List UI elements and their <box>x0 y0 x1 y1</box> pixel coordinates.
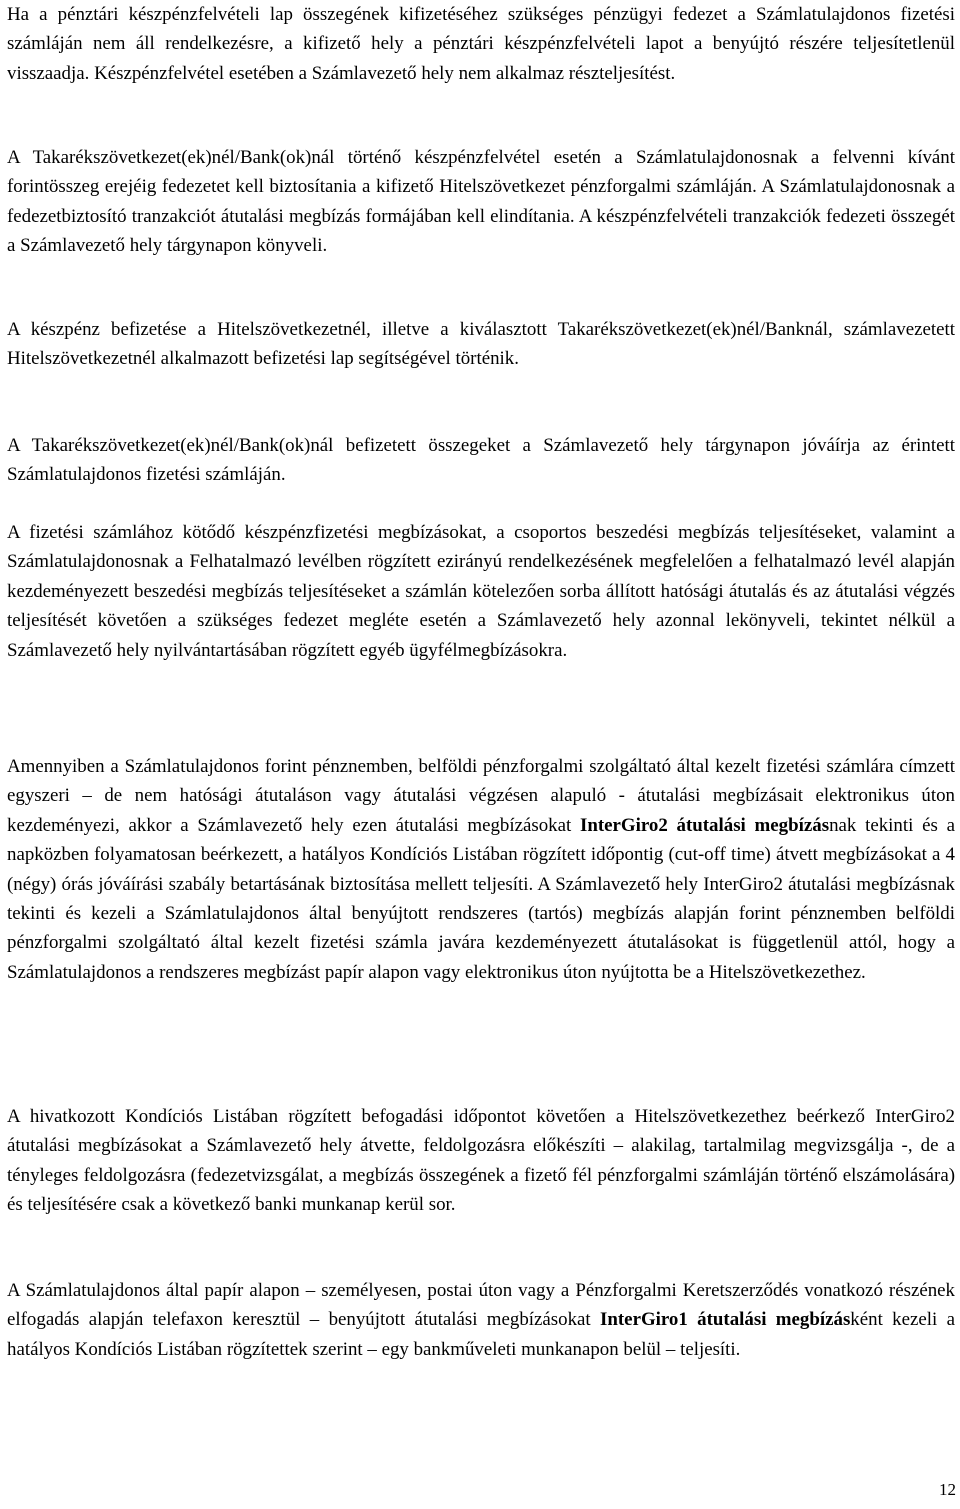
paragraph-text-segment: A Számlatulajdonos által papír alapon – személyesen, postai úton vagy a Pénzforgalmi Keretszerződés vonatkozó részének elfogadás alapján telefaxon keresztül – benyújtott átutalási megbízásokat <box>7 1280 955 1331</box>
bold-term-intergiro2: InterGiro2 átutalási megbízás <box>579 814 830 836</box>
paragraph-cash-withdrawal-no-funds: Ha a pénztári készpénzfelvételi lap összegének kifizetéséhez szükséges pénzügyi fedezet a Számlatulajdonos fizetési számláján nem áll rendelkezésre, a kifizető hely a pénztári készpénzfelvételi lapot a benyújtó részére teljesítetlenül visszaadja. Készpénzfelvétel esetében a Számlavezető hely nem alkalmaz részteljesítést. <box>7 4 955 84</box>
paragraph-deposit-crediting: A Takarékszövetkezet(ek)nél/Bank(ok)nál befizetett összegeket a Számlavezető hely tárgynapon jóváírja az érintett Számlatulajdonos fizetési számláján. <box>7 435 955 486</box>
paragraph-intergiro1-transfers <box>7 1276 955 1364</box>
paragraph-cash-payment-orders: A fizetési számlához kötődő készpénzfizetési megbízásokat, a csoportos beszedési megbízás teljesítéseket, valamint a Számlatulajdonosnak a Felhatalmazó levélben rögzített ezirányú rendelkezésének megfelelően a felhatalmazó levél alapján kezdeményezett beszedési megbízás teljesítéseket a számlán kötelezően sorba állított hatósági átutalás és az átutalási végzés teljesítését követően a szükséges fedezet megléte esetén a Számlavezető hely azonnal lekönyveli, tekintet nélkül a Számlavezető hely nyilvántartásában rögzített egyéb ügyfélmegbízásokra. <box>7 522 955 661</box>
paragraph-text-segment: nak tekinti és a napközben folyamatosan beérkezett, a hatályos Kondíciós Listában rögzített időpontig (cut-off time) átvett megbízásokat a 4 (négy) órás jóváírási szabály betartásának biztosítása mellett teljesíti. A Számlavezető hely InterGiro2 átutalási megbízásnak tekinti és kezeli a Számlatulajdonos által benyújtott rendszeres (tartós) megbízás alapján forint pénznemben belföldi pénzforgalmi szolgáltató által kezelt fizetési számla javára kezdeményezett átutalásokat is függetlenül attól, hogy a Számlatulajdonos a rendszeres megbízást papír alapon vagy elektronikus úton nyújtotta be a Hitelszövetkezethez. <box>7 814 955 983</box>
paragraph-text-segment: Amennyiben a Számlatulajdonos forint pénznemben, belföldi pénzforgalmi szolgáltató által kezelt fizetési számlára címzett egyszeri – de nem hatósági átutaláson vagy átutalási végzésen alapuló - átutalási megbízásait elektronikus úton kezdeményezi, akkor a Számlavezető hely ezen átutalási megbízásokat <box>7 756 955 836</box>
paragraph-text-segment: ként kezeli a hatályos Kondíciós Listában rögzítettek szerint – egy bankműveleti munkanapon belül – teljesíti. <box>7 1309 955 1360</box>
paragraph-cut-off-processing: A hivatkozott Kondíciós Listában rögzített befogadási időpontot követően a Hitelszövetkezethez beérkező InterGiro2 átutalási megbízásokat a Számlavezető hely átvette, feldolgozásra előkészíti – alakilag, tartalmilag megvizsgálja -, de a tényleges feldolgozásra (fedezetvizsgálat, a megbízás összegének a fizető fél pénzforgalmi számláján történő elszámolására) és teljesítésére csak a következő banki munkanap kerül sor. <box>7 1106 955 1216</box>
page-number: 12 <box>939 1480 956 1499</box>
paragraph-cash-deposit: A készpénz befizetése a Hitelszövetkezetnél, illetve a kiválasztott Takarékszövetkezet(ek)nél/Banknál, számlavezetett Hitelszövetkezetnél alkalmazott befizetési lap segítségével történik. <box>7 319 955 370</box>
paragraph-cooperative-withdrawal-coverage: A Takarékszövetkezet(ek)nél/Bank(ok)nál történő készpénzfelvétel esetén a Számlatulajdonosnak a felvenni kívánt forintösszeg erejéig fedezetet kell biztosítania a kifizető Hitelszövetkezet pénzforgalmi számláján. A Számlatulajdonosnak a fedezetbiztosító tranzakciót átutalási megbízás formájában kell elindítania. A készpénzfelvételi tranzakciók fedezeti összegét a Számlavezető hely tárgynapon könyveli. <box>7 147 955 257</box>
paragraph-intergiro2-transfers <box>7 752 955 987</box>
bold-term-intergiro1: InterGiro1 átutalási megbízás <box>600 1309 851 1331</box>
